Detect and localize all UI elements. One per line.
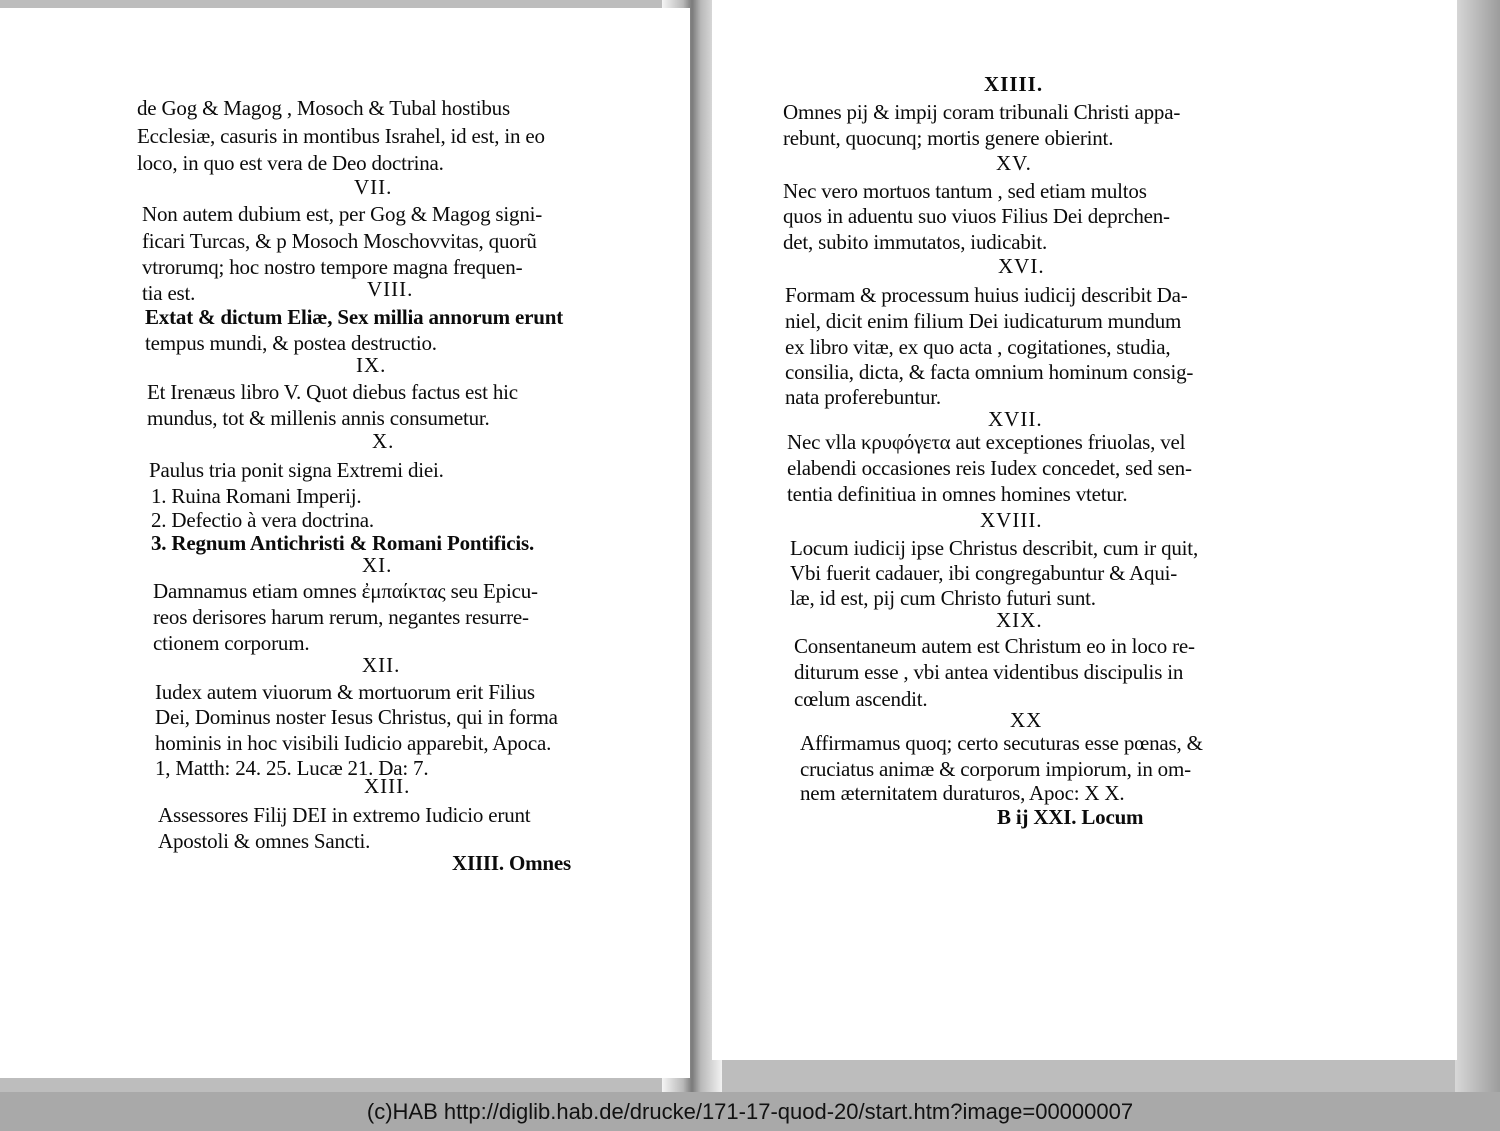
text-line: de Gog & Magog , Mosoch & Tubal hostibus: [137, 96, 510, 120]
text-line: Assessores Filij DEI in extremo Iudicio erunt: [158, 803, 531, 827]
text-line: mundus, tot & millenis annis consumetur.: [147, 406, 490, 430]
section-number: XVI.: [998, 254, 1045, 278]
text-line: tia est.: [142, 281, 196, 305]
list-item: 2. Defectio à vera doctrina.: [151, 508, 374, 532]
text-line: diturum esse , vbi antea videntibus discipulis in: [794, 660, 1184, 684]
text-line: 1, Matth: 24. 25. Lucæ 21. Da: 7.: [155, 756, 429, 780]
text-line: nem æternitatem duraturos, Apoc: X X.: [800, 781, 1125, 805]
text-line: vtrorumq; hoc nostro tempore magna frequen-: [142, 255, 523, 279]
text-line: Consentaneum autem est Christum eo in loco re-: [794, 634, 1195, 658]
text-line: elabendi occasiones reis Iudex concedet, sed sen-: [787, 456, 1192, 480]
section-number: XII.: [362, 653, 401, 677]
text-line: consilia, dicta, & facta omnium hominum consig-: [785, 360, 1194, 384]
text-line: hominis in hoc visibili Iudicio apparebit, Apoca.: [155, 731, 552, 755]
text-line: cœlum ascendit.: [794, 687, 928, 711]
text-line: nata proferebuntur.: [785, 385, 941, 409]
section-number: IX.: [356, 353, 387, 377]
text-line: tempus mundi, & postea destructio.: [145, 331, 437, 355]
text-line: ctionem corporum.: [153, 631, 310, 655]
section-number: XI.: [362, 553, 393, 577]
section-number: X.: [372, 429, 395, 453]
text-line: Locum iudicij ipse Christus describit, cum ir quit,: [790, 536, 1198, 560]
text-line: Affirmamus quoq; certo secuturas esse pœnas, &: [800, 731, 1203, 755]
section-number: XIX.: [996, 608, 1043, 632]
text-line: Omnes pij & impij coram tribunali Christi appa-: [783, 100, 1181, 124]
text-line: læ, id est, pij cum Christo futuri sunt.: [790, 586, 1096, 610]
text-line: niel, dicit enim filium Dei iudicaturum mundum: [785, 309, 1182, 333]
list-item: 3. Regnum Antichristi & Romani Pontificis.: [151, 531, 535, 555]
text-line: quos in aduentu suo viuos Filius Dei deprchen-: [783, 204, 1170, 228]
footer-credit: (c)HAB http://diglib.hab.de/drucke/171-17-quod-20/start.htm?image=00000007: [366, 1098, 1134, 1124]
text-line: loco, in quo est vera de Deo doctrina.: [137, 151, 444, 175]
catchword: B ij XXI. Locum: [997, 805, 1144, 829]
text-line: tentia definitiua in omnes homines vtetur.: [787, 482, 1128, 506]
text-line: reos derisores harum rerum, negantes resurre-: [153, 605, 529, 629]
section-number: XX: [1010, 708, 1043, 732]
page-edge: [1455, 0, 1500, 1092]
list-item: 1. Ruina Romani Imperij.: [151, 484, 362, 508]
text-line: ex libro vitæ, ex quo acta , cogitationes, studia,: [785, 335, 1171, 359]
section-number: XIII.: [364, 774, 411, 798]
text-line: Dei, Dominus noster Iesus Christus, qui in forma: [155, 705, 558, 729]
section-number: XIIII.: [984, 72, 1044, 96]
text-line: cruciatus animæ & corporum impiorum, in om-: [800, 757, 1191, 781]
section-number: VIII.: [367, 277, 414, 301]
right-page: [712, 0, 1457, 1060]
text-line: Nec vero mortuos tantum , sed etiam multos: [783, 179, 1147, 203]
catchword: XIIII. Omnes: [452, 851, 571, 875]
copyright-footer: [0, 1092, 1500, 1131]
text-line: Apostoli & omnes Sancti.: [158, 829, 371, 853]
text-line: Paulus tria ponit signa Extremi diei.: [149, 458, 444, 482]
section-number: XV.: [996, 151, 1032, 175]
text-line: Extat & dictum Eliæ, Sex millia annorum erunt: [145, 305, 564, 329]
section-number: XVII.: [988, 407, 1043, 431]
text-line: Formam & processum huius iudicij describit Da-: [785, 283, 1188, 307]
text-line: Ecclesiæ, casuris in montibus Israhel, id est, in eo: [137, 124, 545, 148]
text-line: Et Irenæus libro V. Quot diebus factus est hic: [147, 380, 518, 404]
left-page: [0, 8, 690, 1078]
text-line: rebunt, quocunq; mortis genere obierint.: [783, 126, 1114, 150]
section-number: XVIII.: [980, 508, 1043, 532]
text-line: Nec vlla κρυφόγετα aut exceptiones friuolas, vel: [787, 430, 1186, 454]
text-line: Iudex autem viuorum & mortuorum erit Filius: [155, 680, 535, 704]
text-line: det, subito immutatos, iudicabit.: [783, 230, 1048, 254]
text-line: Damnamus etiam omnes ἐμπαίκτας seu Epicu-: [153, 579, 538, 603]
text-line: ficari Turcas, & p Mosoch Moschovvitas, quorũ: [142, 229, 537, 253]
text-line: Vbi fuerit cadauer, ibi congregabuntur & Aqui-: [790, 561, 1178, 585]
text-line: Non autem dubium est, per Gog & Magog signi-: [142, 202, 543, 226]
section-number: VII.: [354, 175, 393, 199]
